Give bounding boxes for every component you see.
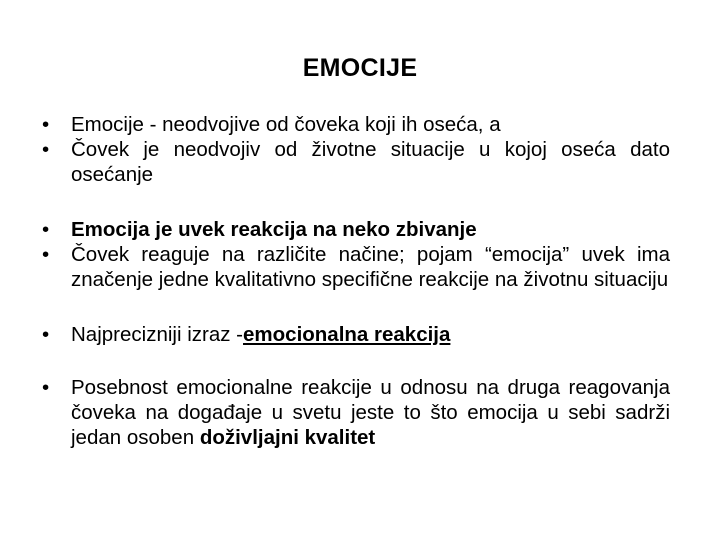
bullet-item-6 <box>42 375 670 450</box>
bullet-text: Najprecizniji izraz - <box>71 323 244 346</box>
emphasis-text: doživljajni kvalitet <box>199 426 376 449</box>
bullet-item-3 <box>42 217 670 242</box>
bullet-text: Emocije - neodvojive od čoveka koji ih oseća, a <box>71 113 501 136</box>
slide-title <box>0 54 720 83</box>
bullet-item-1 <box>42 112 670 137</box>
bullet-text: Posebnost emocionalne reakcije u odnosu na druga reagovanja čoveka na događaje u svetu jeste to što emocija u sebi sadrži jedan osoben <box>71 376 670 449</box>
bullet-text: Čovek reaguje na različite načine; pojam “emocija” uvek ima značenje jedne kvalitativno specifične reakcije na životnu situaciju <box>71 243 670 291</box>
bullet-text: Čovek je neodvojiv od životne situacije u kojoj oseća dato osećanje <box>71 138 670 186</box>
slide-title-text: EMOCIJE <box>302 54 418 82</box>
bullet-text-bold: Emocija je uvek reakcija na neko zbivanje <box>71 218 477 241</box>
bullet-item-2 <box>42 137 670 187</box>
emphasis-text: emocionalna reakcija <box>243 323 451 346</box>
bullet-item-4 <box>42 242 670 292</box>
bullet-item-5 <box>42 322 670 347</box>
bullet-list <box>42 112 670 450</box>
